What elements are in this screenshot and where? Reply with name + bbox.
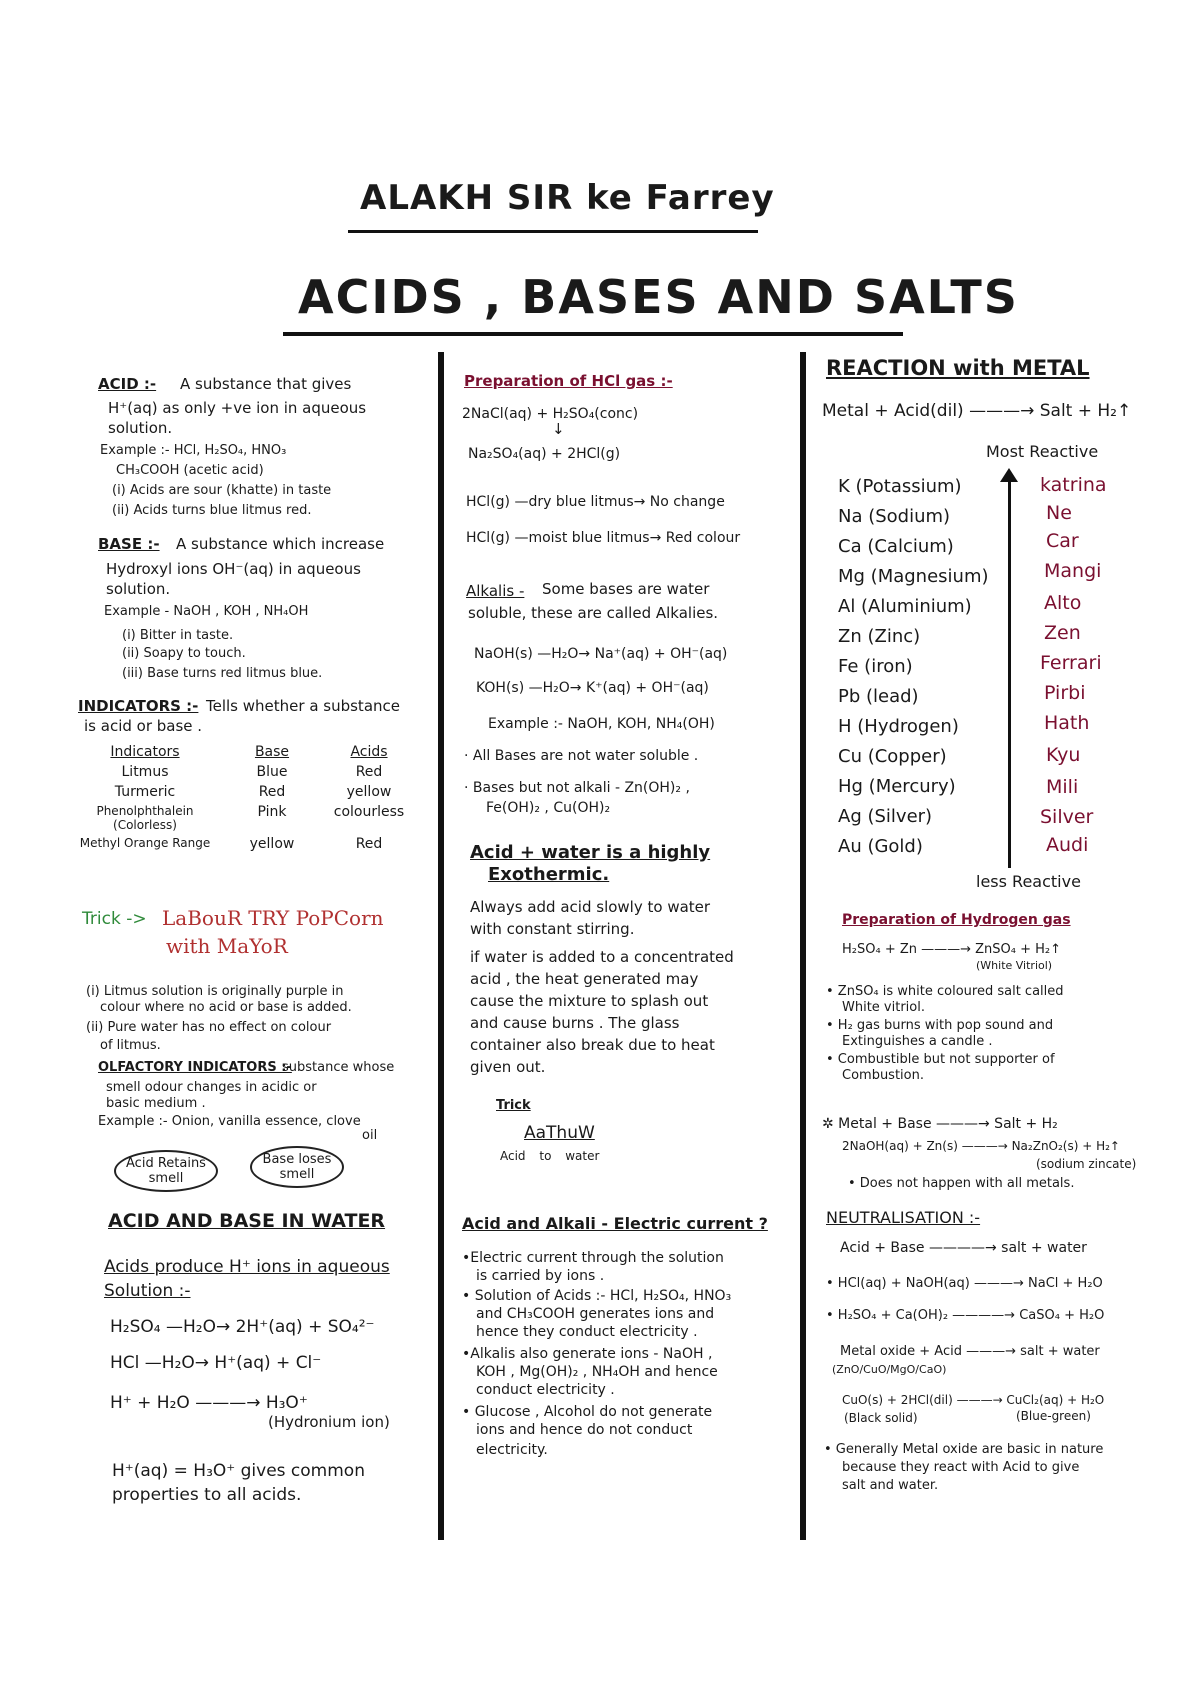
most-reactive-label: Most Reactive xyxy=(986,442,1099,461)
electric-current-line: •Electric current through the solution xyxy=(462,1250,724,1266)
litmus-note-line: (i) Litmus solution is originally purple in xyxy=(86,984,344,999)
exothermic-heading-line-2: Exothermic. xyxy=(488,864,610,885)
acid-retains-smell-bubble xyxy=(114,1150,218,1192)
table-cell: Red xyxy=(258,784,286,800)
acid-definition-line-2: H⁺(aq) as only +ve ion in aqueous xyxy=(108,399,367,417)
metal-list-item: Mg (Magnesium) xyxy=(838,566,989,587)
acid-example-line: (ii) Acids turns blue litmus red. xyxy=(112,503,312,518)
hcl-preparation-reactants: 2NaCl(aq) + H₂SO₄(conc) xyxy=(462,406,639,422)
alkali-equation-koh: KOH(s) —H₂O→ K⁺(aq) + OH⁻(aq) xyxy=(476,680,709,696)
metal-list-item: Au (Gold) xyxy=(838,836,923,857)
metal-oxide-note-line: because they react with Acid to give xyxy=(842,1460,1080,1475)
base-definition-line-2: Hydroxyl ions OH⁻(aq) in aqueous xyxy=(106,560,361,578)
column-divider-left xyxy=(438,352,444,1540)
indicators-definition-line-1: Tells whether a substance xyxy=(206,697,400,715)
mnemonic-item: Ne xyxy=(1046,502,1072,524)
exothermic-text-line: cause the mixture to splash out xyxy=(470,992,709,1010)
common-property-line-1: H⁺(aq) = H₃O⁺ gives common xyxy=(112,1461,365,1481)
bubble-text: smell xyxy=(279,1167,315,1182)
hydronium-label: (Hydronium ion) xyxy=(268,1413,390,1431)
acid-example-line: (i) Acids are sour (khatte) in taste xyxy=(112,483,332,498)
hydrogen-note-line: • Combustible but not supporter of xyxy=(826,1052,1055,1067)
acid-heading: ACID :- xyxy=(98,375,157,393)
equation-hydronium: H⁺ + H₂O ———→ H₃O⁺ xyxy=(110,1393,308,1413)
column-divider-right xyxy=(800,352,806,1540)
blue-green-label: (Blue-green) xyxy=(1016,1409,1091,1423)
exothermic-text-line: with constant stirring. xyxy=(470,920,635,938)
white-vitriol-label: (White Vitriol) xyxy=(976,959,1053,972)
common-property-line-2: properties to all acids. xyxy=(112,1485,302,1505)
alkalis-heading: Alkalis - xyxy=(466,582,525,600)
table-cell: Litmus xyxy=(121,764,169,780)
metal-list-item: Ag (Silver) xyxy=(838,806,933,827)
exothermic-text-line: Always add acid slowly to water xyxy=(470,898,711,916)
table-row xyxy=(64,802,420,834)
exothermic-text-line: and cause burns . The glass xyxy=(470,1014,680,1032)
electric-current-line: is carried by ions . xyxy=(476,1268,605,1284)
alkali-note-line: Fe(OH)₂ , Cu(OH)₂ xyxy=(486,800,611,816)
page-title-underline xyxy=(283,332,903,336)
metal-list-item: Cu (Copper) xyxy=(838,746,947,767)
acids-in-water-line-2: Solution :- xyxy=(104,1281,191,1301)
table-cell: colourless xyxy=(333,804,405,820)
indicators-definition-line-2: is acid or base . xyxy=(84,717,203,735)
olfactory-definition-line-2: smell odour changes in acidic or xyxy=(106,1080,317,1095)
metal-oxide-examples: (ZnO/CuO/MgO/CaO) xyxy=(832,1363,947,1376)
mnemonic-item: Pirbi xyxy=(1044,682,1086,704)
base-example-line: (ii) Soapy to touch. xyxy=(122,646,246,661)
base-heading: BASE :- xyxy=(98,535,160,553)
olfactory-example-oil: oil xyxy=(362,1128,378,1143)
litmus-note-line: colour where no acid or base is added. xyxy=(100,1000,352,1015)
equation-hcl: HCl —H₂O→ H⁺(aq) + Cl⁻ xyxy=(110,1353,322,1373)
mnemonic-item: Audi xyxy=(1046,834,1089,856)
table-cell: Methyl Orange Range xyxy=(79,836,211,850)
mnemonic-item: Silver xyxy=(1040,806,1094,828)
acid-example-line: Example :- HCl, H₂SO₄, HNO₃ xyxy=(100,443,287,458)
electric-current-line: and CH₃COOH generates ions and xyxy=(476,1306,715,1322)
metal-base-note: • Does not happen with all metals. xyxy=(848,1176,1075,1191)
metal-list-item: Hg (Mercury) xyxy=(838,776,956,797)
metal-base-equation: ✲ Metal + Base ———→ Salt + H₂ xyxy=(822,1116,1058,1132)
acid-base-water-heading: ACID AND BASE IN WATER xyxy=(108,1210,386,1232)
trick-aathuw: AaThuW xyxy=(524,1123,595,1143)
exothermic-text-line: acid , the heat generated may xyxy=(470,970,699,988)
reactivity-arrow-shaft xyxy=(1008,480,1011,868)
mnemonic-item: Zen xyxy=(1044,622,1081,644)
exothermic-text-line: given out. xyxy=(470,1058,546,1076)
electric-current-line: conduct electricity . xyxy=(476,1382,615,1398)
mnemonic-item: Mangi xyxy=(1044,560,1102,582)
hydrogen-note-line: • H₂ gas burns with pop sound and xyxy=(826,1018,1054,1033)
table-row xyxy=(64,762,420,782)
acids-in-water-line-1: Acids produce H⁺ ions in aqueous xyxy=(104,1257,390,1277)
metal-list-item: Ca (Calcium) xyxy=(838,536,954,557)
table-row xyxy=(64,834,420,854)
trick-mnemonic-line-1: LaBouR TRY PoPCorn xyxy=(162,906,384,930)
mnemonic-item: Car xyxy=(1046,530,1079,552)
indicators-heading: INDICATORS :- xyxy=(78,697,199,715)
trick-heading: Trick xyxy=(496,1098,531,1113)
table-cell: Phenolphthalein (Colorless) xyxy=(96,804,194,832)
olfactory-definition-line-3: basic medium . xyxy=(106,1096,206,1111)
olfactory-definition-line-1: substance whose xyxy=(282,1060,395,1075)
exothermic-text-line: if water is added to a concentrated xyxy=(470,948,734,966)
metal-oxide-note-line: salt and water. xyxy=(842,1478,939,1493)
base-example-line: (iii) Base turns red litmus blue. xyxy=(122,666,323,681)
acid-definition-line-3: solution. xyxy=(108,419,173,437)
less-reactive-label: less Reactive xyxy=(976,872,1081,891)
neutralisation-heading: NEUTRALISATION :- xyxy=(826,1208,981,1227)
litmus-note-line: of litmus. xyxy=(100,1038,161,1053)
hcl-dry-litmus-test: HCl(g) —dry blue litmus→ No change xyxy=(466,494,725,510)
trick-mnemonic-line-2: with MaYoR xyxy=(166,934,288,958)
electric-current-line: ions and hence do not conduct xyxy=(476,1422,693,1438)
litmus-note-line: (ii) Pure water has no effect on colour xyxy=(86,1020,332,1035)
acid-example-line: CH₃COOH (acetic acid) xyxy=(116,463,264,478)
mnemonic-item: Mili xyxy=(1046,776,1079,798)
reaction-arrow-down: ↓ xyxy=(552,420,565,438)
electric-current-heading: Acid and Alkali - Electric current ? xyxy=(462,1214,768,1233)
exothermic-text-line: container also break due to heat xyxy=(470,1036,715,1054)
alkalis-definition-line-2: soluble, these are called Alkalies. xyxy=(468,604,719,622)
metal-list-item: Al (Aluminium) xyxy=(838,596,972,617)
electric-current-line: • Glucose , Alcohol do not generate xyxy=(462,1404,713,1420)
bubble-text: Base loses xyxy=(262,1152,332,1167)
table-header-cell: Acids xyxy=(350,744,388,760)
electric-current-line: •Alkalis also generate ions - NaOH , xyxy=(462,1346,713,1362)
hcl-preparation-heading: Preparation of HCl gas :- xyxy=(464,372,673,390)
black-solid-label: (Black solid) xyxy=(844,1411,918,1425)
electric-current-line: KOH , Mg(OH)₂ , NH₄OH and hence xyxy=(476,1364,718,1380)
metal-list-item: Zn (Zinc) xyxy=(838,626,921,647)
metal-list-item: Na (Sodium) xyxy=(838,506,951,527)
hydrogen-note-line: Extinguishes a candle . xyxy=(842,1034,993,1049)
alkali-equation-naoh: NaOH(s) —H₂O→ Na⁺(aq) + OH⁻(aq) xyxy=(474,646,728,662)
reaction-with-metal-heading: REACTION with METAL xyxy=(826,356,1090,380)
alkali-note-line: · Bases but not alkali - Zn(OH)₂ , xyxy=(464,780,690,796)
acid-definition-line-1: A substance that gives xyxy=(180,375,352,393)
neutralisation-line: • H₂SO₄ + Ca(OH)₂ ————→ CaSO₄ + H₂O xyxy=(826,1308,1105,1323)
table-cell: yellow xyxy=(249,836,295,852)
table-cell: Blue xyxy=(256,764,288,780)
hydrogen-note-line: White vitriol. xyxy=(842,1000,925,1015)
mnemonic-item: Hath xyxy=(1044,712,1090,734)
mnemonic-item: katrina xyxy=(1040,474,1107,496)
alkali-note-line: · All Bases are not water soluble . xyxy=(464,748,699,764)
bubble-text: smell xyxy=(148,1171,184,1186)
bubble-text: Acid Retains xyxy=(126,1156,206,1171)
base-example-line: (i) Bitter in taste. xyxy=(122,628,234,643)
hydrogen-preparation-heading: Preparation of Hydrogen gas xyxy=(842,912,1071,928)
electric-current-line: hence they conduct electricity . xyxy=(476,1324,698,1340)
indicators-table xyxy=(64,742,420,854)
alkalis-definition-line-1: Some bases are water xyxy=(542,580,710,598)
table-row xyxy=(64,742,420,762)
metal-list-item: Pb (lead) xyxy=(838,686,919,707)
hydrogen-note-line: Combustion. xyxy=(842,1068,924,1083)
trick-label: Trick -> xyxy=(82,909,147,929)
base-example-line: Example - NaOH , KOH , NH₄OH xyxy=(104,604,309,619)
table-cell: Turmeric xyxy=(114,784,176,800)
exothermic-heading-line-1: Acid + water is a highly xyxy=(470,842,711,863)
table-cell: yellow xyxy=(346,784,392,800)
table-header-cell: Indicators xyxy=(110,744,180,760)
author-title-underline xyxy=(348,230,758,233)
base-loses-smell-bubble xyxy=(250,1146,344,1188)
hydrogen-note-line: • ZnSO₄ is white coloured salt called xyxy=(826,984,1064,999)
base-definition-line-1: A substance which increase xyxy=(176,535,385,553)
olfactory-example: Example :- Onion, vanilla essence, clove xyxy=(98,1114,361,1129)
table-header-cell: Base xyxy=(254,744,290,760)
mnemonic-item: Kyu xyxy=(1046,744,1081,766)
trick-aathuw-meaning: Acid to water xyxy=(500,1149,600,1163)
equation-h2so4: H₂SO₄ —H₂O→ 2H⁺(aq) + SO₄²⁻ xyxy=(110,1317,375,1337)
page-title: ACIDS , BASES AND SALTS xyxy=(298,270,1019,324)
alkali-example: Example :- NaOH, KOH, NH₄(OH) xyxy=(488,716,715,732)
table-cell: Red xyxy=(355,764,383,780)
electric-current-line: electricity. xyxy=(476,1442,548,1458)
naoh-zinc-equation: 2NaOH(aq) + Zn(s) ———→ Na₂ZnO₂(s) + H₂↑ xyxy=(842,1139,1120,1153)
olfactory-heading: OLFACTORY INDICATORS :- xyxy=(98,1060,292,1075)
table-row xyxy=(64,782,420,802)
reactivity-arrow-head-icon xyxy=(1000,468,1018,482)
electric-current-line: • Solution of Acids :- HCl, H₂SO₄, HNO₃ xyxy=(462,1288,732,1304)
metal-oxide-note-line: • Generally Metal oxide are basic in nature xyxy=(824,1442,1104,1457)
copper-oxide-equation: CuO(s) + 2HCl(dil) ———→ CuCl₂(aq) + H₂O xyxy=(842,1393,1105,1407)
mnemonic-item: Ferrari xyxy=(1040,652,1102,674)
hydrogen-preparation-equation: H₂SO₄ + Zn ———→ ZnSO₄ + H₂↑ xyxy=(842,942,1062,957)
neutralisation-line: • HCl(aq) + NaOH(aq) ———→ NaCl + H₂O xyxy=(826,1276,1103,1291)
mnemonic-item: Alto xyxy=(1044,592,1082,614)
metal-acid-equation: Metal + Acid(dil) ———→ Salt + H₂↑ xyxy=(822,401,1132,421)
hcl-preparation-products: Na₂SO₄(aq) + 2HCl(g) xyxy=(468,446,621,462)
metal-oxide-equation: Metal oxide + Acid ———→ salt + water xyxy=(840,1344,1100,1359)
sodium-zincate-label: (sodium zincate) xyxy=(1036,1157,1137,1171)
metal-list-item: H (Hydrogen) xyxy=(838,716,959,737)
metal-list-item: K (Potassium) xyxy=(838,476,962,497)
hcl-moist-litmus-test: HCl(g) —moist blue litmus→ Red colour xyxy=(466,530,741,546)
neutralisation-line: Acid + Base ————→ salt + water xyxy=(840,1240,1087,1256)
metal-list-item: Fe (iron) xyxy=(838,656,913,677)
table-cell: Red xyxy=(355,836,383,852)
base-definition-line-3: solution. xyxy=(106,580,171,598)
notes-author-title: ALAKH SIR ke Farrey xyxy=(360,178,775,218)
table-cell: Pink xyxy=(257,804,287,820)
